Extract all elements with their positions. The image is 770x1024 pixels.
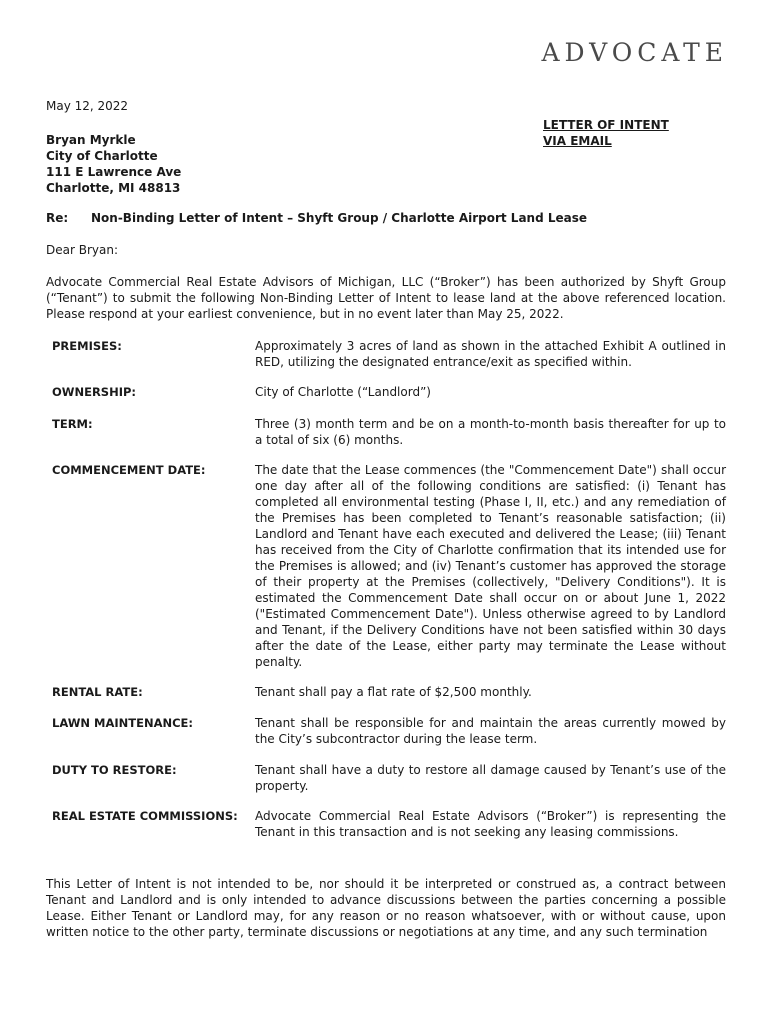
salutation: Dear Bryan: — [46, 243, 118, 257]
intro-paragraph: Advocate Commercial Real Estate Advisors of Michigan, LLC (“Broker”) has been authorized by Shyft Group (“Tenant”) to submit the following Non-Binding Letter of Intent to lease land at the above referenced location. Please respond at your earliest convenience, but in no event later than May 25, 2022. — [46, 275, 726, 321]
subject-text: Non-Binding Letter of Intent – Shyft Group / Charlotte Airport Land Lease — [91, 211, 588, 225]
term-row-term — [52, 416, 726, 448]
term-row-premises — [52, 338, 726, 370]
recipient-street: 111 E Lawrence Ave — [46, 165, 182, 179]
term-value: Tenant shall pay a flat rate of $2,500 monthly. — [255, 685, 532, 699]
term-label: RENTAL RATE: — [52, 685, 143, 699]
term-row-lawn-maintenance — [52, 715, 726, 747]
recipient-org: City of Charlotte — [46, 149, 158, 163]
delivery-method: VIA EMAIL — [543, 134, 612, 148]
term-value: City of Charlotte (“Landlord”) — [255, 385, 431, 399]
term-label: DUTY TO RESTORE: — [52, 763, 177, 777]
term-value: The date that the Lease commences (the "Commencement Date") shall occur one day after all of the following conditions are satisfied: (i) Tenant has completed all environmental testing (Phase I, II, etc.) and any remediation of the Premises has been completed to Tenant’s reasonable satisfaction; (ii) Landlord and Tenant have each executed and delivered the Lease; (iii) Tenant has received from the City of Charlotte confirmation that its intended use for the Premises is allowed; and (iv) Tenant’s customer has approved the storage of their property at the Premises (collectively, "Delivery Conditions"). It is estimated the Commencement Date shall occur on or about June 1, 2022 ("Estimated Commencement Date"). Unless otherwise agreed to by Landlord and Tenant, if the Delivery Conditions have not been satisfied within 30 days after the date of the Lease, either party may terminate the Lease without penalty. — [255, 463, 726, 669]
term-value: Approximately 3 acres of land as shown in the attached Exhibit A outlined in RED, utilizing the designated entrance/exit as specified within. — [255, 339, 726, 369]
term-row-ownership — [52, 384, 726, 400]
term-row-rental-rate — [52, 684, 726, 700]
terms-list — [52, 338, 726, 840]
term-value: Tenant shall be responsible for and maintain the areas currently mowed by the City’s subcontractor during the lease term. — [255, 716, 726, 746]
term-value: Advocate Commercial Real Estate Advisors (“Broker”) is representing the Tenant in this transaction and is not seeking any leasing commissions. — [255, 809, 726, 839]
term-label: LAWN MAINTENANCE: — [52, 716, 194, 730]
term-label: OWNERSHIP: — [52, 385, 137, 399]
term-label: TERM: — [52, 417, 93, 431]
term-row-duty-to-restore — [52, 762, 726, 794]
recipient-address-block — [46, 132, 181, 196]
subject-line — [46, 211, 587, 225]
subject-label: Re: — [46, 211, 69, 225]
recipient-city: Charlotte, MI 48813 — [46, 181, 181, 195]
letter-date: May 12, 2022 — [46, 99, 129, 113]
document-type-title: LETTER OF INTENT — [543, 118, 669, 132]
recipient-name: Bryan Myrkle — [46, 133, 136, 147]
term-value: Three (3) month term and be on a month-to-month basis thereafter for up to a total of six (6) months. — [255, 417, 726, 447]
term-row-commencement-date — [52, 462, 726, 670]
term-label: REAL ESTATE COMMISSIONS: — [52, 809, 238, 823]
term-label: PREMISES: — [52, 339, 122, 353]
company-logo: ADVOCATE — [541, 38, 728, 67]
closing-paragraph: This Letter of Intent is not intended to be, nor should it be interpreted or construed as, a contract between Tenant and Landlord and is only intended to advance discussions between the parties concerning a possible Lease. Either Tenant or Landlord may, for any reason or no reason whatsoever, with or without cause, upon written notice to the other party, terminate discussions or negotiations at any time, and any such termination — [46, 877, 726, 939]
term-row-real-estate-commissions — [52, 808, 726, 840]
term-label: COMMENCEMENT DATE: — [52, 463, 206, 477]
term-value: Tenant shall have a duty to restore all damage caused by Tenant’s use of the property. — [255, 763, 726, 793]
document-type-block — [543, 117, 669, 149]
